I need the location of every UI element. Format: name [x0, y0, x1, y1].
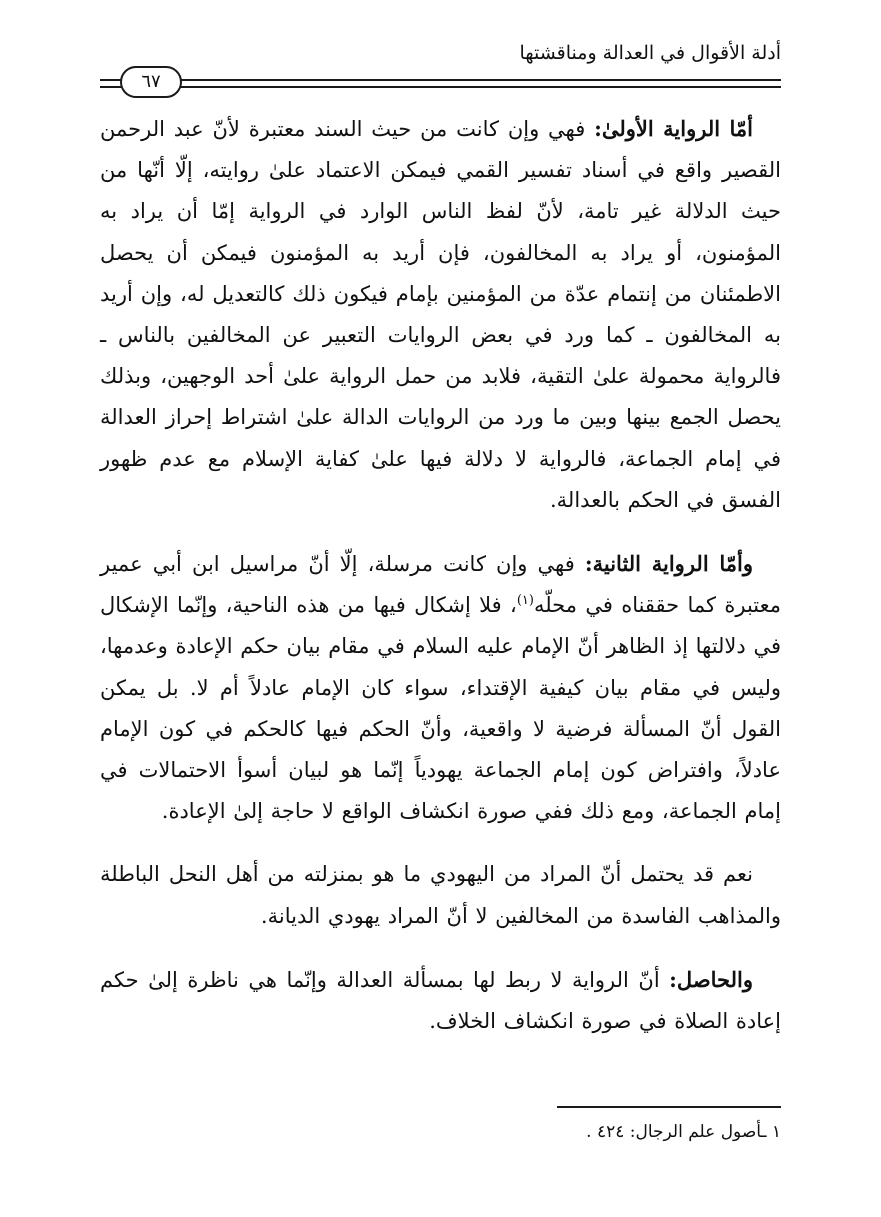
paragraph-first-narration	[100, 108, 781, 521]
page-number: ٦٧	[120, 66, 182, 98]
footnote-separator	[557, 1106, 781, 1108]
header-rule-bottom	[100, 86, 781, 88]
paragraph-text: فهي وإن كانت من حيث السند معتبرة لأنّ عبد الرحمن القصير واقع في أسناد تفسير القمي فيمكن الاعتماد علىٰ روايته، إلّا أنّها من حيث الدلالة غير تامة، لأنّ لفظ الناس الوارد في الرواية إمّا أن يراد به المؤمنون، أو يراد به المخالفون، فإن أريد به المؤمنون فيمكن أن يحصل الاطمئنان من إنتمام عدّة من المؤمنين بإمام فيكون ذلك كالتعديل له، وإن أريد به المخالفون ـ كما ورد في بعض الروايات التعبير عن المخالفين بالناس ـ فالرواية محمولة علىٰ التقية، فلابد من حمل الرواية علىٰ أحد الوجهين، وبذلك يحصل الجمع بينها وبين ما ورد من الروايات الدالة علىٰ اشتراط إحراز العدالة في إمام الجماعة، فالرواية لا دلالة فيها علىٰ كفاية الإسلام مع عدم ظهور الفسق في الحكم بالعدالة.	[100, 117, 781, 512]
main-text	[100, 108, 781, 1064]
paragraph-possibility	[100, 854, 781, 936]
paragraph-second-narration	[100, 543, 781, 832]
paragraph-lead: وأمّا الرواية الثانية:	[584, 551, 753, 577]
paragraph-lead: أمّا الرواية الأولىٰ:	[594, 116, 754, 141]
paragraph-lead: والحاصل:	[669, 966, 753, 992]
paragraph-text: ، فلا إشكال فيها من هذه الناحية، وإنّما الإشكال في دلالتها إذ الظاهر أنّ الإمام عليه السلام في مقام بيان حكم الإعادة وعدمها، وليس في مقام بيان كيفية الإقتداء، سواء كان الإمام عادلاً أم لا. بل يمكن القول أنّ المسألة فرضية لا واقعية، وأنّ الحكم فيها كالحكم في كون الإمام عادلاً، وافتراض كون إمام الجماعة يهودياً إنّما هو لبيان أسوأ الاحتمالات في إمام الجماعة، ومع ذلك ففي صورة انكشاف الواقع لا حاجة إلىٰ الإعادة.	[100, 593, 781, 824]
paragraph-text: فهي وإن كانت مرسلة، إلّا أنّ مراسيل ابن أبي عمير معتبرة كما حققناه في محلّه	[100, 552, 781, 618]
paragraph-text: أنّ الرواية لا ربط لها بمسألة العدالة وإنّما هي ناظرة إلىٰ حكم إعادة الصلاة في صورة انكشاف الخلاف.	[100, 967, 781, 1034]
footnote-reference[interactable]: (١)	[516, 593, 534, 609]
running-title: أدلة الأقوال في العدالة ومناقشتها	[519, 42, 781, 64]
paragraph-conclusion	[100, 959, 781, 1042]
footnote-1	[586, 1120, 781, 1144]
footnote-text: أصول علم الرجال: ٤٢٤ .	[586, 1122, 762, 1142]
header-rule-top	[100, 79, 781, 81]
paragraph-text: نعم قد يحتمل أنّ المراد من اليهودي ما هو بمنزلته من أهل النحل الباطلة والمذاهب الفاسدة من المخالفين لا أنّ المراد يهودي الديانة.	[100, 862, 781, 928]
footnote-label: ١ ـ	[761, 1122, 781, 1142]
